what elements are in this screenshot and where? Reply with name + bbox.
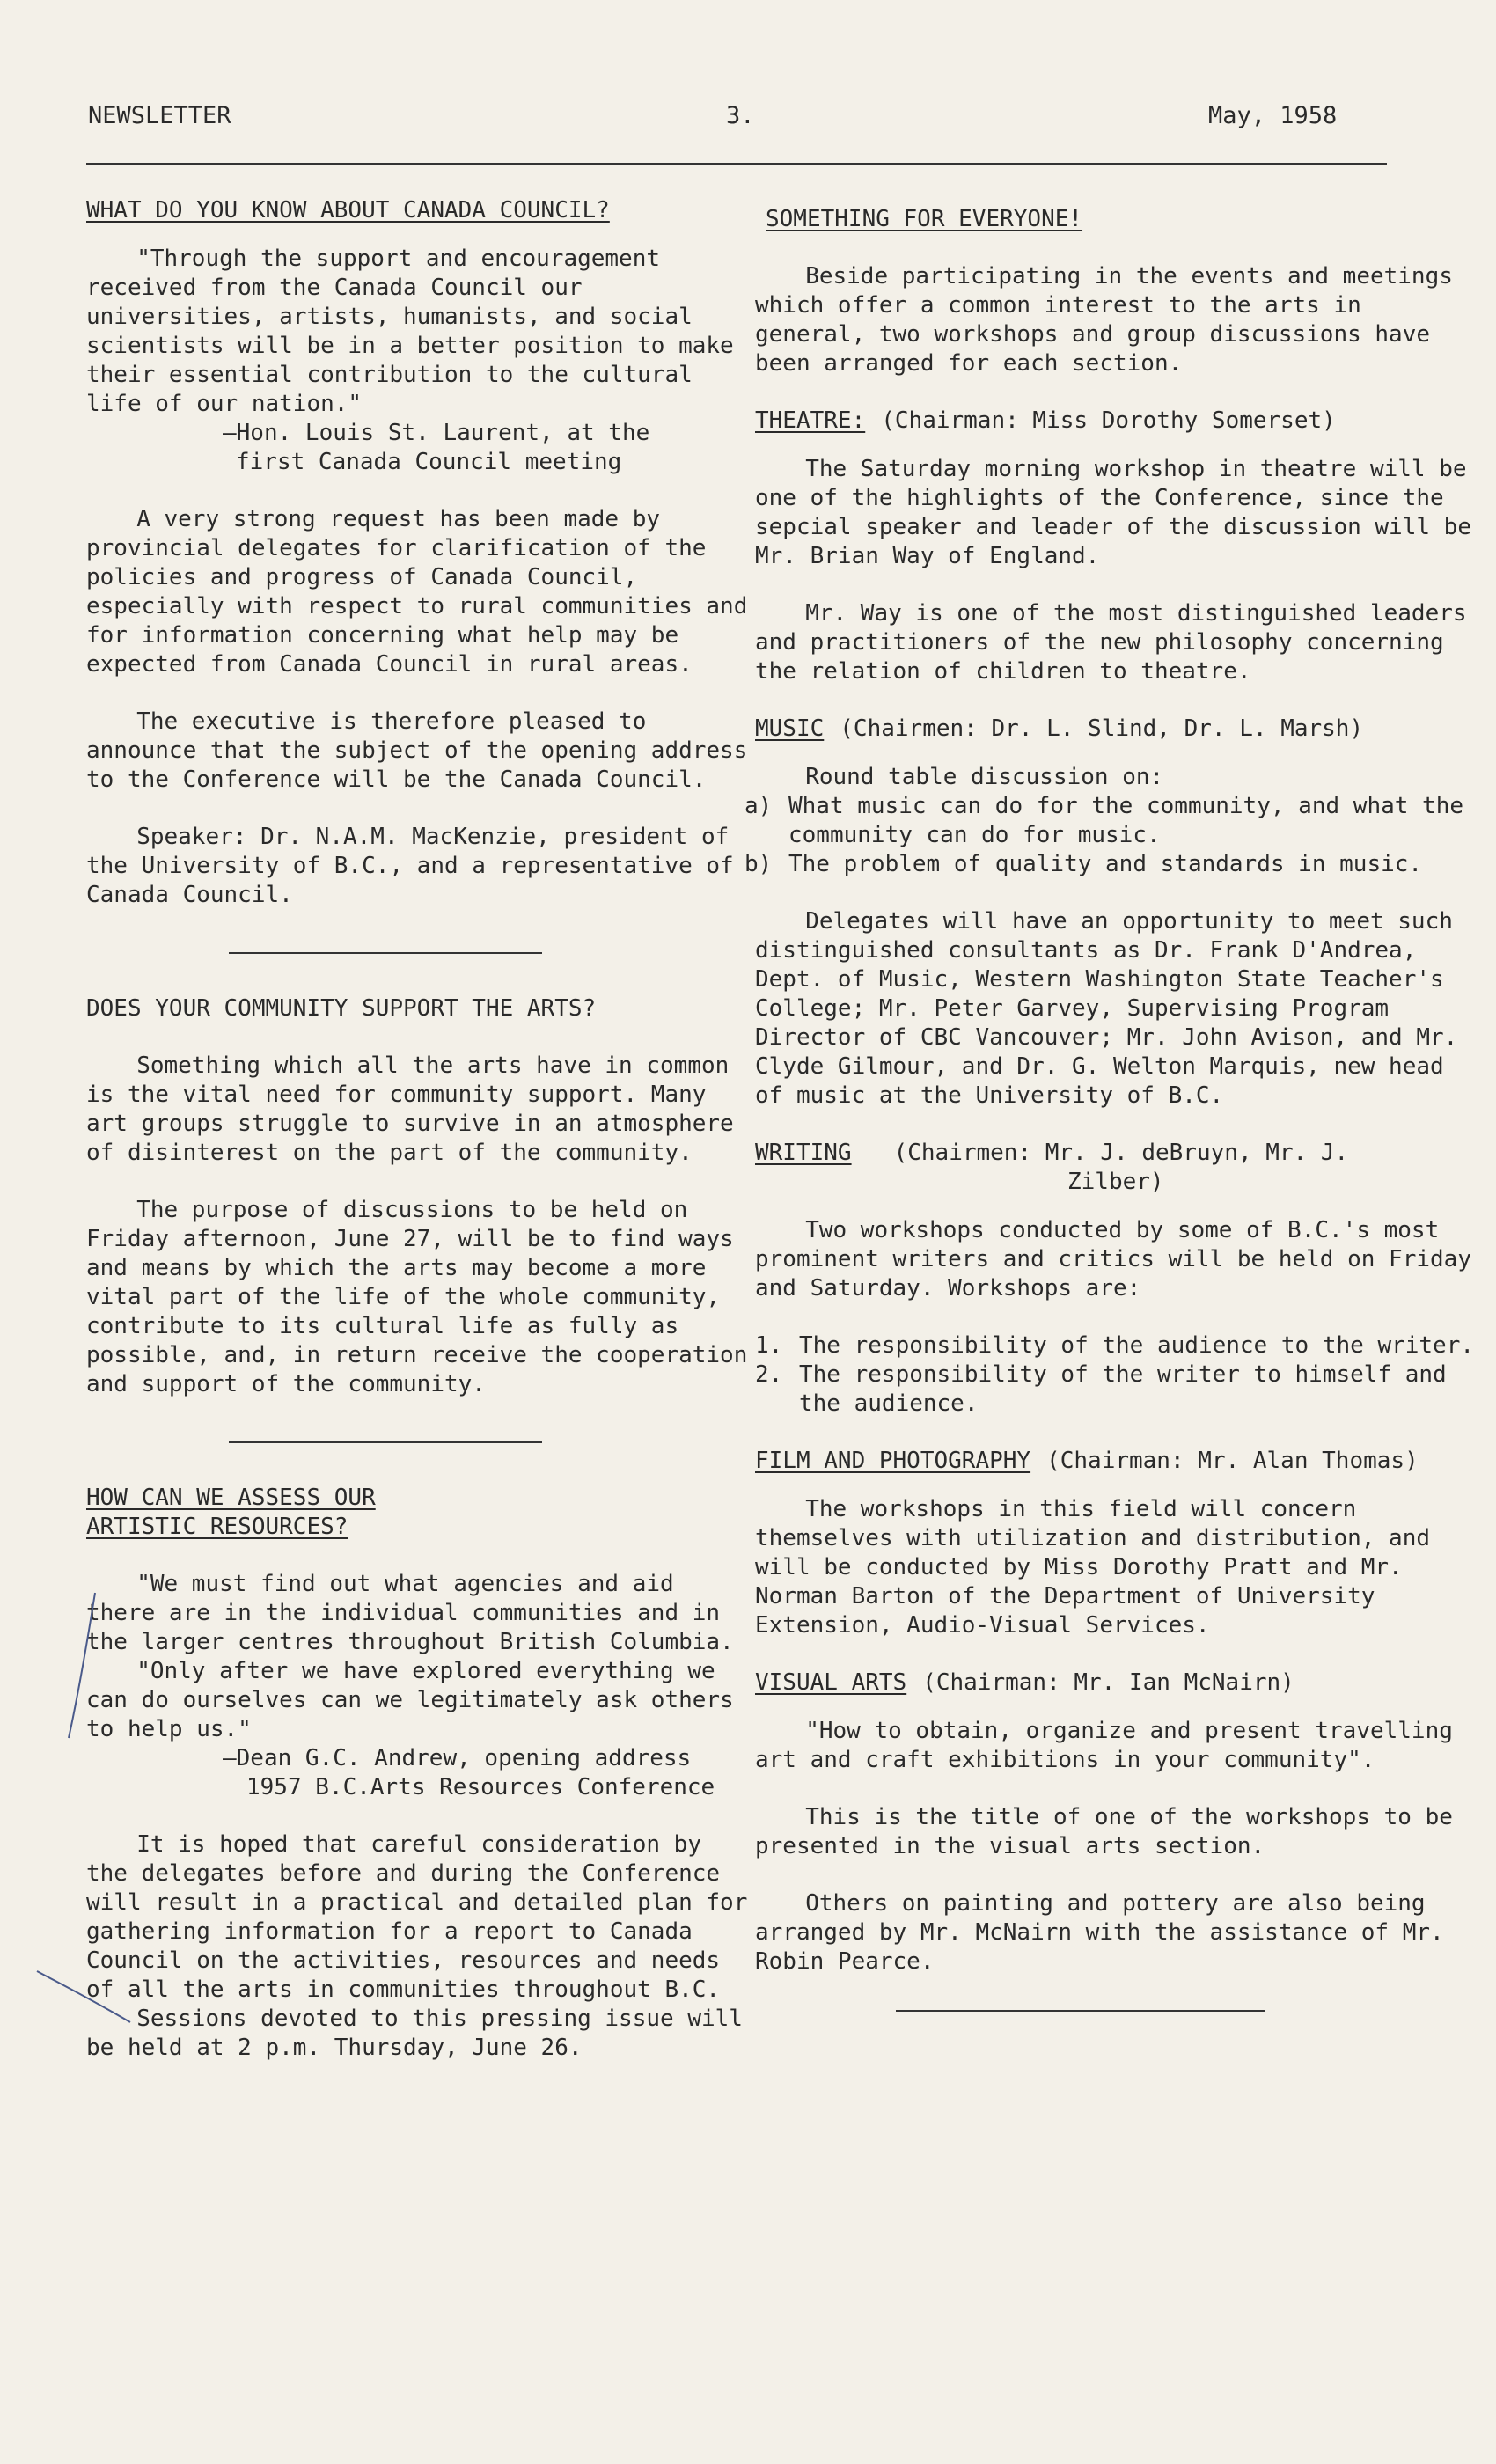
header-newsletter-label: NEWSLETTER — [88, 102, 231, 129]
writing-workshops-list — [755, 1331, 1477, 1419]
theatre-chair: (Chairman: Miss Dorothy Somerset) — [881, 407, 1336, 434]
section-divider — [229, 952, 542, 954]
header-rule — [86, 163, 1387, 165]
everyone-heading: SOMETHING FOR EVERYONE! — [766, 206, 1083, 232]
list-item — [744, 792, 1477, 850]
canada-council-speaker: Speaker: Dr. N.A.M. MacKenzie, president of the University of B.C., and a representative of Canada Council. — [86, 824, 734, 908]
film-para: The workshops in this field will concern themselves with utilization and distribution, and will be conducted by Miss Dorothy Pratt and Mr. Norman Barton of the Department of University Extension, Audio-Visual Services. — [755, 1496, 1431, 1639]
community-para-1: Something which all the arts have in common is the vital need for community support. Many art groups struggle to survive in an atmosphere of disinterest on the part of the community. — [86, 1052, 734, 1166]
canada-council-attribution-line1: —Hon. Louis St. Laurent, at the — [223, 420, 650, 446]
writing-chair-line1: (Chairmen: Mr. J. deBruyn, Mr. J. — [893, 1140, 1349, 1166]
music-heading: MUSIC — [755, 715, 825, 742]
left-column — [86, 189, 753, 2063]
music-topics-list — [744, 792, 1477, 879]
assess-heading-line1: HOW CAN WE ASSESS OUR — [86, 1485, 376, 1511]
assess-para-2: Sessions devoted to this pressing issue will be held at 2 p.m. Thursday, June 26. — [86, 2006, 743, 2061]
theatre-para-2: Mr. Way is one of the most distinguished leaders and practitioners of the new philosophy concerning the relation of children to theatre. — [755, 600, 1467, 685]
assess-attribution-line2: 1957 B.C.Arts Resources Conference — [246, 1774, 715, 1800]
visual-arts-para-2: Others on painting and pottery are also being arranged by Mr. McNairn with the assistance of Mr. Robin Pearce. — [755, 1890, 1444, 1975]
visual-arts-para-1: This is the title of one of the workshops to be presented in the visual arts section. — [755, 1804, 1453, 1859]
music-consultants-para: Delegates will have an opportunity to meet such distinguished consultants as Dr. Frank D'Andrea, Dept. of Music, Western Washington State Teacher's College; Mr. Peter Garvey, Supervising Program Director of CBC Vancouver; Mr. John Avison, and Mr. Clyde Gilmour, and Dr. G. Welton Marquis, new head of music at the University of B.C. — [755, 908, 1458, 1109]
community-heading: DOES YOUR COMMUNITY SUPPORT THE ARTS? — [86, 995, 597, 1022]
header-page-number: 3. — [726, 102, 755, 129]
list-item-text: The responsibility of the writer to himself and the audience. — [799, 1361, 1447, 1417]
canada-council-attribution-line2: first Canada Council meeting — [236, 449, 622, 475]
theatre-title — [755, 407, 1477, 436]
assess-attribution-line1: —Dean G.C. Andrew, opening address — [223, 1745, 692, 1771]
list-item-text: What music can do for the community, and what the community can do for music. — [788, 793, 1464, 848]
assess-quote-2: "Only after we have explored everything we can do ourselves can we legitimately ask others to help us." — [86, 1658, 734, 1742]
film-chair: (Chairman: Mr. Alan Thomas) — [1046, 1448, 1419, 1474]
end-divider — [896, 2010, 1265, 2012]
list-item-label: 1. — [755, 1332, 783, 1359]
assess-heading-line2: ARTISTIC RESOURCES? — [86, 1514, 348, 1540]
list-item-text: The responsibility of the audience to the writer. — [799, 1332, 1475, 1359]
music-chair: (Chairmen: Dr. L. Slind, Dr. L. Marsh) — [840, 715, 1364, 742]
visual-arts-quote: "How to obtain, organize and present travelling art and craft exhibitions in your community". — [755, 1718, 1453, 1773]
theatre-para-1: The Saturday morning workshop in theatre will be one of the highlights of the Conference, since the sepcial speaker and leader of the discussion will be Mr. Brian Way of England. — [755, 456, 1471, 569]
visual-arts-heading: VISUAL ARTS — [755, 1669, 907, 1696]
music-intro: Round table discussion on: — [805, 764, 1164, 790]
canada-council-para-1: A very strong request has been made by provincial delegates for clarification of the policies and progress of Canada Council, especially with respect to rural communities and for information concerning what help may be expected from Canada Council in rural areas. — [86, 506, 748, 678]
writing-para: Two workshops conducted by some of B.C.'s most prominent writers and critics will be held on Friday and Saturday. Workshops are: — [755, 1217, 1471, 1302]
canada-council-quote: "Through the support and encouragement received from the Canada Council our universities, artists, humanists, and social scientists will be in a better position to make their essential contribution to the cultural life of our nation." — [86, 246, 734, 417]
list-item-text: The problem of quality and standards in music. — [788, 851, 1423, 877]
list-item — [755, 1331, 1477, 1360]
writing-title — [755, 1139, 1477, 1197]
everyone-para: Beside participating in the events and meetings which offer a common interest to the arts in general, two workshops and group discussions have been arranged for each section. — [755, 263, 1453, 377]
music-title — [755, 715, 1477, 744]
header-date: May, 1958 — [1208, 102, 1338, 129]
film-title — [755, 1447, 1477, 1476]
community-para-2: The purpose of discussions to be held on Friday afternoon, June 27, will be to find ways and means by which the arts may become a more vital part of the life of the whole community, contribute to its cultural life as fully as possible, and, in return receive the cooperation and support of the community. — [86, 1197, 748, 1397]
right-column — [744, 189, 1477, 2012]
theatre-heading: THEATRE: — [755, 407, 866, 434]
writing-heading: WRITING — [755, 1140, 852, 1166]
canada-council-heading: WHAT DO YOU KNOW ABOUT CANADA COUNCIL? — [86, 197, 610, 224]
section-divider — [229, 1441, 542, 1443]
list-item-label: 2. — [755, 1361, 783, 1388]
list-item — [744, 850, 1477, 879]
visual-arts-title — [755, 1668, 1477, 1698]
visual-arts-chair: (Chairman: Mr. Ian McNairn) — [922, 1669, 1294, 1696]
list-item-label: a) — [744, 793, 773, 819]
assess-quote-1: "We must find out what agencies and aid there are in the individual communities and in the larger centres throughout British Columbia. — [86, 1571, 734, 1655]
writing-chair-line2: Zilber) — [1067, 1169, 1164, 1195]
pen-mark-icon — [26, 1584, 150, 2042]
assess-para-1: It is hoped that careful consideration by the delegates before and during the Conference will result in a practical and detailed plan for gathering information for a report to Canada Council on the activities, resources and needs of all the arts in communities throughout B.C. — [86, 1831, 748, 2003]
list-item-label: b) — [744, 851, 773, 877]
list-item — [755, 1360, 1477, 1419]
canada-council-para-2: The executive is therefore pleased to announce that the subject of the opening address to the Conference will be the Canada Council. — [86, 708, 748, 793]
film-heading: FILM AND PHOTOGRAPHY — [755, 1448, 1031, 1474]
